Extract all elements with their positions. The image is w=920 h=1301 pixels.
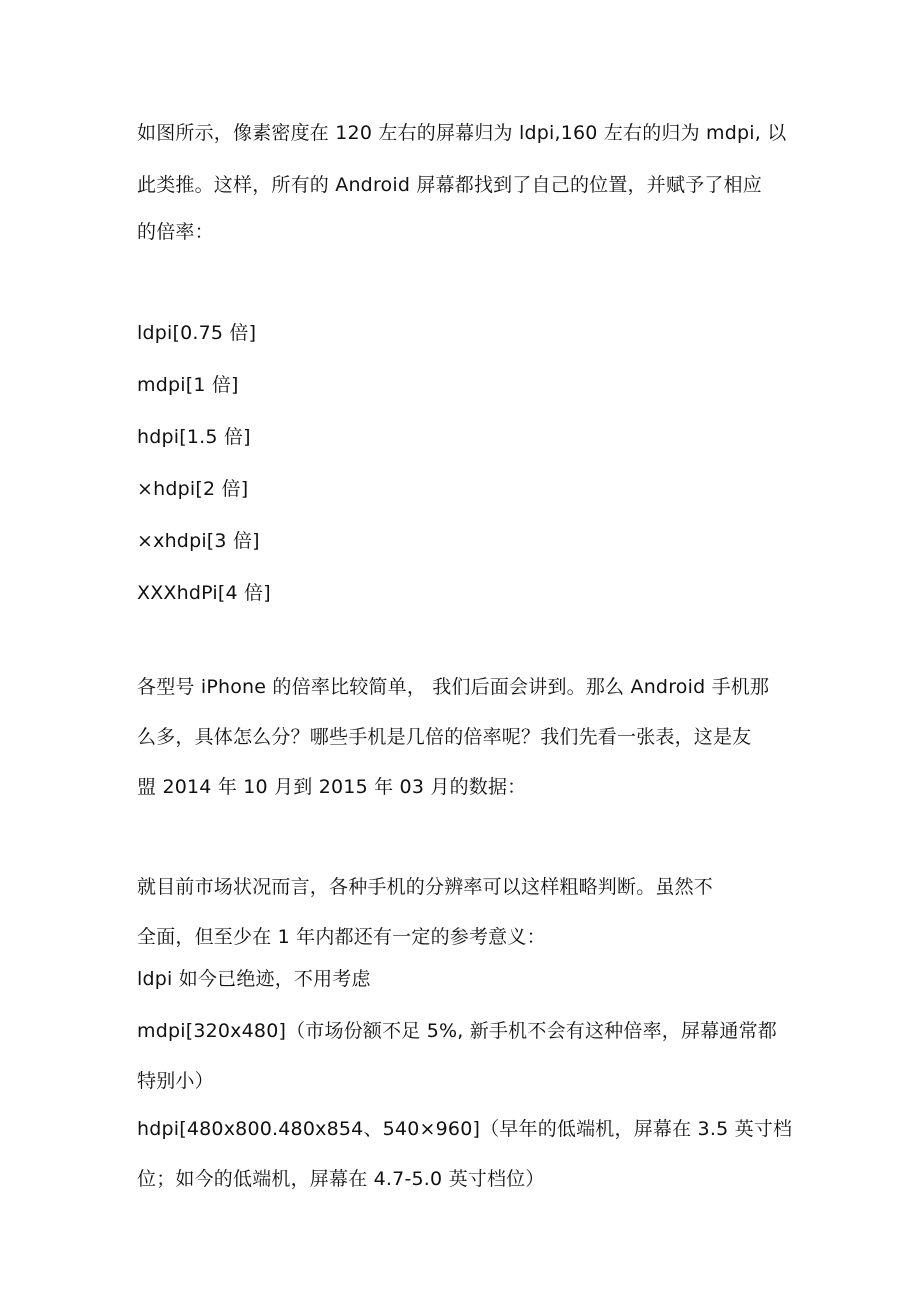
- density-item-mdpi: mdpi[1 倍]: [137, 374, 239, 396]
- density-item-xhdpi: ×hdpi[2 倍]: [137, 478, 249, 500]
- paragraph-line: 此类推。这样，所有的 Android 屏幕都找到了自己的位置，并赋予了相应: [137, 174, 762, 196]
- paragraph-line: 如图所示，像素密度在 120 左右的屏幕归为 ldpi,160 左右的归为 mdpi, 以: [137, 122, 787, 144]
- judgement-item-hdpi-cont: 位；如今的低端机，屏幕在 4.7-5.0 英寸档位）: [137, 1168, 545, 1190]
- paragraph-line: 的倍率：: [137, 221, 214, 243]
- paragraph-line: 就目前市场状况而言，各种手机的分辨率可以这样粗略判断。虽然不: [137, 876, 714, 898]
- paragraph-line: 各型号 iPhone 的倍率比较简单， 我们后面会讲到。那么 Android 手机那: [137, 676, 770, 698]
- judgement-item-mdpi: mdpi[320x480]（市场份额不足 5%, 新手机不会有这种倍率，屏幕通常都: [137, 1020, 777, 1042]
- density-item-ldpi: ldpi[0.75 倍]: [137, 322, 257, 344]
- judgement-item-ldpi: ldpi 如今已绝迹，不用考虑: [137, 968, 371, 990]
- density-item-xxhdpi: ×xhdpi[3 倍]: [137, 530, 260, 552]
- paragraph-line: 全面，但至少在 1 年内都还有一定的参考意义：: [137, 926, 546, 948]
- paragraph-line: 么多，具体怎么分？哪些手机是几倍的倍率呢？我们先看一张表，这是友: [137, 726, 752, 748]
- density-item-xxxhdpi: XXXhdPi[4 倍]: [137, 582, 271, 604]
- judgement-item-mdpi-cont: 特别小）: [137, 1070, 214, 1092]
- judgement-item-hdpi: hdpi[480x800.480x854、540×960]（早年的低端机，屏幕在 3.5 英寸档: [137, 1118, 793, 1140]
- paragraph-line: 盟 2014 年 10 月到 2015 年 03 月的数据：: [137, 776, 527, 798]
- density-item-hdpi: hdpi[1.5 倍]: [137, 426, 251, 448]
